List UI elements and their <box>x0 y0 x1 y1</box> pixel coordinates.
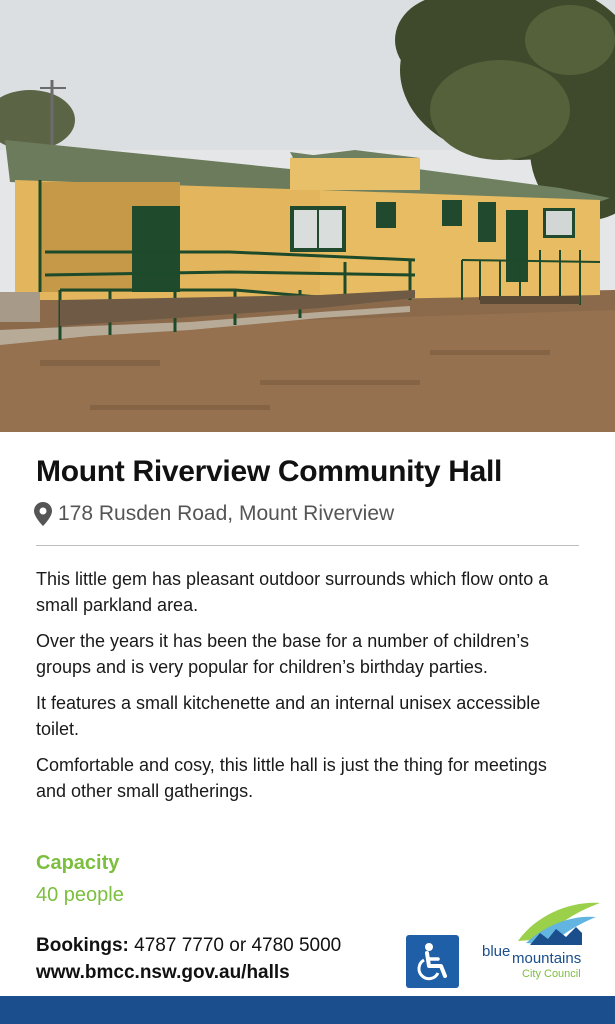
logo-word-mountains: mountains <box>512 950 582 967</box>
accessibility-badge <box>406 935 459 988</box>
description-paragraph: It features a small kitchenette and an internal unisex accessible toilet. <box>36 693 541 739</box>
wheelchair-icon <box>414 942 452 982</box>
description-paragraph: Comfortable and cosy, this little hall is just the thing for meetings and other small gatherings. <box>36 755 547 801</box>
address-line <box>34 502 394 526</box>
page-title: Mount Riverview Community Hall <box>36 455 503 488</box>
capacity-label: Capacity <box>36 852 120 874</box>
address-text: 178 Rusden Road, Mount Riverview <box>58 502 395 525</box>
description <box>36 566 581 814</box>
hall-photo <box>0 0 615 432</box>
capacity-value: 40 people <box>36 884 124 906</box>
description-paragraph: Over the years it has been the base for a number of children’s groups and is very popular for children’s birthday parties. <box>36 631 529 677</box>
description-paragraph: This little gem has pleasant outdoor surrounds which flow onto a small parkland area. <box>36 569 549 615</box>
divider <box>36 545 579 546</box>
website-link[interactable]: www.bmcc.nsw.gov.au/halls <box>36 962 290 983</box>
bookings-label: Bookings: <box>36 935 129 956</box>
bmcc-logo <box>478 893 604 983</box>
logo-word-blue: blue <box>482 943 511 960</box>
bookings-phones: 4787 7770 or 4780 5000 <box>134 935 342 956</box>
bottom-bar <box>0 996 615 1024</box>
map-pin-icon <box>34 502 52 526</box>
logo-word-council: City Council <box>522 968 581 980</box>
bookings-line <box>36 935 341 957</box>
